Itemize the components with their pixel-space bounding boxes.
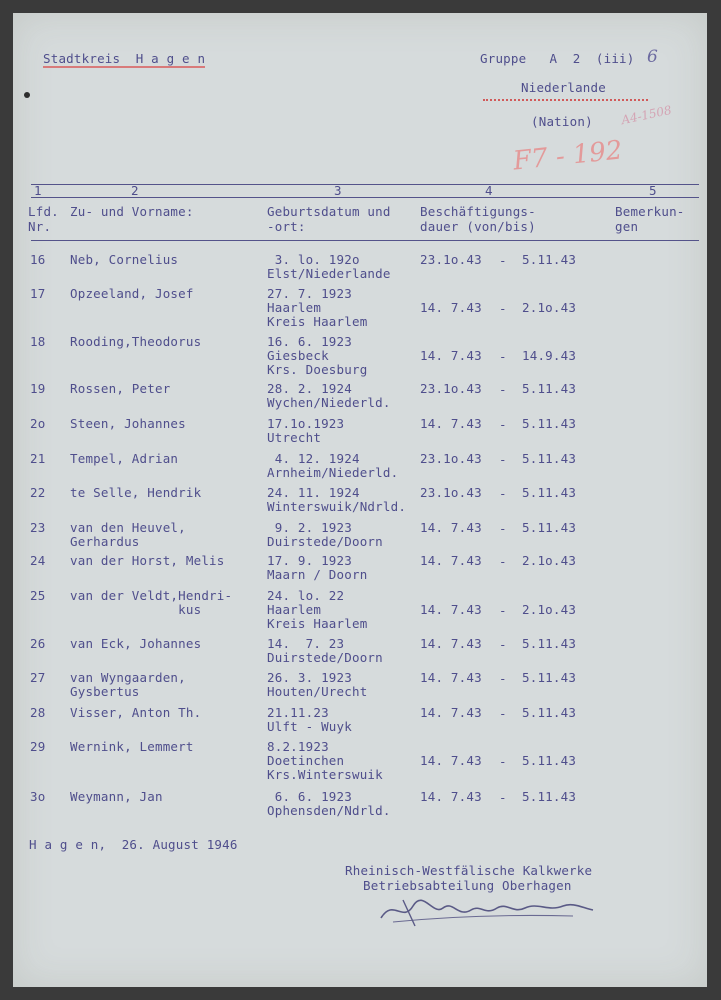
company-name: Rheinisch-Westfälische Kalkwerke — [345, 863, 593, 878]
nation-label: (Nation) — [531, 114, 593, 129]
row-name: van Wyngaarden, Gysbertus — [70, 670, 186, 699]
row-employed-to: 5.11.43 — [522, 252, 577, 267]
row-duration-dash: - — [499, 253, 507, 268]
group-label: Gruppe A 2 (iii) — [480, 51, 635, 66]
header-name: Zu- und Vorname: — [70, 204, 194, 219]
row-name: Neb, Cornelius — [70, 252, 179, 267]
row-employed-from: 23.1o.43 — [420, 381, 482, 396]
row-number: 28 — [30, 705, 46, 720]
col-number-1: 1 — [34, 183, 42, 198]
stamp-small-note: A4-1508 — [620, 102, 673, 128]
row-birth: 14. 7. 23 Duirstede/Doorn — [267, 636, 383, 665]
row-employed-to: 5.11.43 — [522, 451, 577, 466]
nation-name: Niederlande — [521, 80, 606, 95]
row-number: 18 — [30, 334, 46, 349]
row-birth: 17.1o.1923 Utrecht — [267, 416, 345, 445]
row-birth: 8.2.1923 Doetinchen Krs.Winterswuik — [267, 739, 383, 782]
row-name: van Eck, Johannes — [70, 636, 202, 651]
row-employed-to: 2.1o.43 — [522, 602, 577, 617]
row-duration-dash: - — [499, 382, 507, 397]
row-duration-dash: - — [499, 554, 507, 569]
row-employed-from: 14. 7.43 — [420, 553, 482, 568]
row-employed-to: 2.1o.43 — [522, 300, 577, 315]
row-employed-to: 5.11.43 — [522, 485, 577, 500]
row-employed-to: 2.1o.43 — [522, 553, 577, 568]
row-name: Tempel, Adrian — [70, 451, 179, 466]
row-birth: 24. 11. 1924 Winterswuik/Ndrld. — [267, 485, 407, 514]
row-employed-from: 14. 7.43 — [420, 789, 482, 804]
row-name: Rooding,Theodorus — [70, 334, 202, 349]
row-duration-dash: - — [499, 521, 507, 536]
row-employed-from: 14. 7.43 — [420, 416, 482, 431]
archive-code: F7 - 192 — [511, 135, 624, 177]
place-date: H a g e n, 26. August 1946 — [29, 837, 238, 852]
row-employed-from: 23.1o.43 — [420, 451, 482, 466]
row-name: Weymann, Jan — [70, 789, 163, 804]
row-birth: 4. 12. 1924 Arnheim/Niederld. — [267, 451, 399, 480]
row-birth: 24. lo. 22 Haarlem Kreis Haarlem — [267, 588, 368, 631]
col-number-2: 2 — [131, 183, 139, 198]
row-number: 27 — [30, 670, 46, 685]
row-number: 29 — [30, 739, 46, 754]
row-birth: 3. lo. 192o Elst/Niederlande — [267, 252, 391, 281]
row-employed-from: 14. 7.43 — [420, 636, 482, 651]
row-employed-from: 14. 7.43 — [420, 520, 482, 535]
row-duration-dash: - — [499, 671, 507, 686]
row-name: Steen, Johannes — [70, 416, 186, 431]
row-employed-to: 5.11.43 — [522, 705, 577, 720]
row-number: 22 — [30, 485, 46, 500]
row-name: van der Veldt,Hendri- kus — [70, 588, 233, 617]
row-employed-from: 14. 7.43 — [420, 602, 482, 617]
row-duration-dash: - — [499, 301, 507, 316]
row-name: van der Horst, Melis — [70, 553, 225, 568]
row-birth: 17. 9. 1923 Maarn / Doorn — [267, 553, 368, 582]
header-lfd-nr: Lfd. Nr. — [28, 204, 59, 234]
row-employed-to: 5.11.43 — [522, 753, 577, 768]
row-number: 3o — [30, 789, 46, 804]
row-duration-dash: - — [499, 349, 507, 364]
row-employed-from: 14. 7.43 — [420, 753, 482, 768]
header-remarks: Bemerkun- gen — [615, 204, 685, 234]
handwritten-signature — [373, 888, 603, 933]
row-duration-dash: - — [499, 754, 507, 769]
row-duration-dash: - — [499, 486, 507, 501]
row-birth: 21.11.23 Ulft - Wuyk — [267, 705, 352, 734]
row-number: 21 — [30, 451, 46, 466]
row-employed-from: 23.1o.43 — [420, 485, 482, 500]
row-number: 25 — [30, 588, 46, 603]
row-duration-dash: - — [499, 452, 507, 467]
row-employed-to: 5.11.43 — [522, 520, 577, 535]
row-number: 16 — [30, 252, 46, 267]
row-employed-from: 23.1o.43 — [420, 252, 482, 267]
row-birth: 27. 7. 1923 Haarlem Kreis Haarlem — [267, 286, 368, 329]
row-birth: 26. 3. 1923 Houten/Urecht — [267, 670, 368, 699]
row-number: 23 — [30, 520, 46, 535]
row-name: Visser, Anton Th. — [70, 705, 202, 720]
row-employed-to: 14.9.43 — [522, 348, 577, 363]
row-employed-to: 5.11.43 — [522, 670, 577, 685]
row-employed-from: 14. 7.43 — [420, 300, 482, 315]
row-employed-from: 14. 7.43 — [420, 348, 482, 363]
row-name: Rossen, Peter — [70, 381, 171, 396]
table-header-rule — [31, 240, 699, 241]
company-department: Betriebsabteilung Oberhagen — [363, 878, 572, 893]
group-handwritten-suffix: 6 — [647, 47, 658, 67]
row-name: van den Heuvel, Gerhardus — [70, 520, 186, 549]
row-number: 17 — [30, 286, 46, 301]
row-employed-from: 14. 7.43 — [420, 705, 482, 720]
row-duration-dash: - — [499, 637, 507, 652]
header-birth: Geburtsdatum und -ort: — [267, 204, 391, 234]
row-number: 24 — [30, 553, 46, 568]
row-birth: 6. 6. 1923 Ophensden/Ndrld. — [267, 789, 391, 818]
row-birth: 16. 6. 1923 Giesbeck Krs. Doesburg — [267, 334, 368, 377]
row-birth: 28. 2. 1924 Wychen/Niederld. — [267, 381, 391, 410]
row-name: Wernink, Lemmert — [70, 739, 194, 754]
header-duration: Beschäftigungs- dauer (von/bis) — [420, 204, 536, 234]
row-employed-to: 5.11.43 — [522, 789, 577, 804]
row-duration-dash: - — [499, 417, 507, 432]
row-employed-to: 5.11.43 — [522, 636, 577, 651]
row-number: 19 — [30, 381, 46, 396]
col-number-3: 3 — [334, 183, 342, 198]
row-duration-dash: - — [499, 706, 507, 721]
row-birth: 9. 2. 1923 Duirstede/Doorn — [267, 520, 383, 549]
row-employed-from: 14. 7.43 — [420, 670, 482, 685]
nation-dotted-line — [483, 99, 648, 101]
row-number: 2o — [30, 416, 46, 431]
col-number-5: 5 — [649, 183, 657, 198]
district-title: Stadtkreis H a g e n — [43, 51, 206, 66]
row-employed-to: 5.11.43 — [522, 381, 577, 396]
row-name: Opzeeland, Josef — [70, 286, 194, 301]
row-employed-to: 5.11.43 — [522, 416, 577, 431]
row-duration-dash: - — [499, 603, 507, 618]
document-page — [13, 13, 707, 987]
row-number: 26 — [30, 636, 46, 651]
row-duration-dash: - — [499, 790, 507, 805]
row-name: te Selle, Hendrik — [70, 485, 202, 500]
punch-hole-mark — [24, 92, 30, 98]
col-number-4: 4 — [485, 183, 493, 198]
